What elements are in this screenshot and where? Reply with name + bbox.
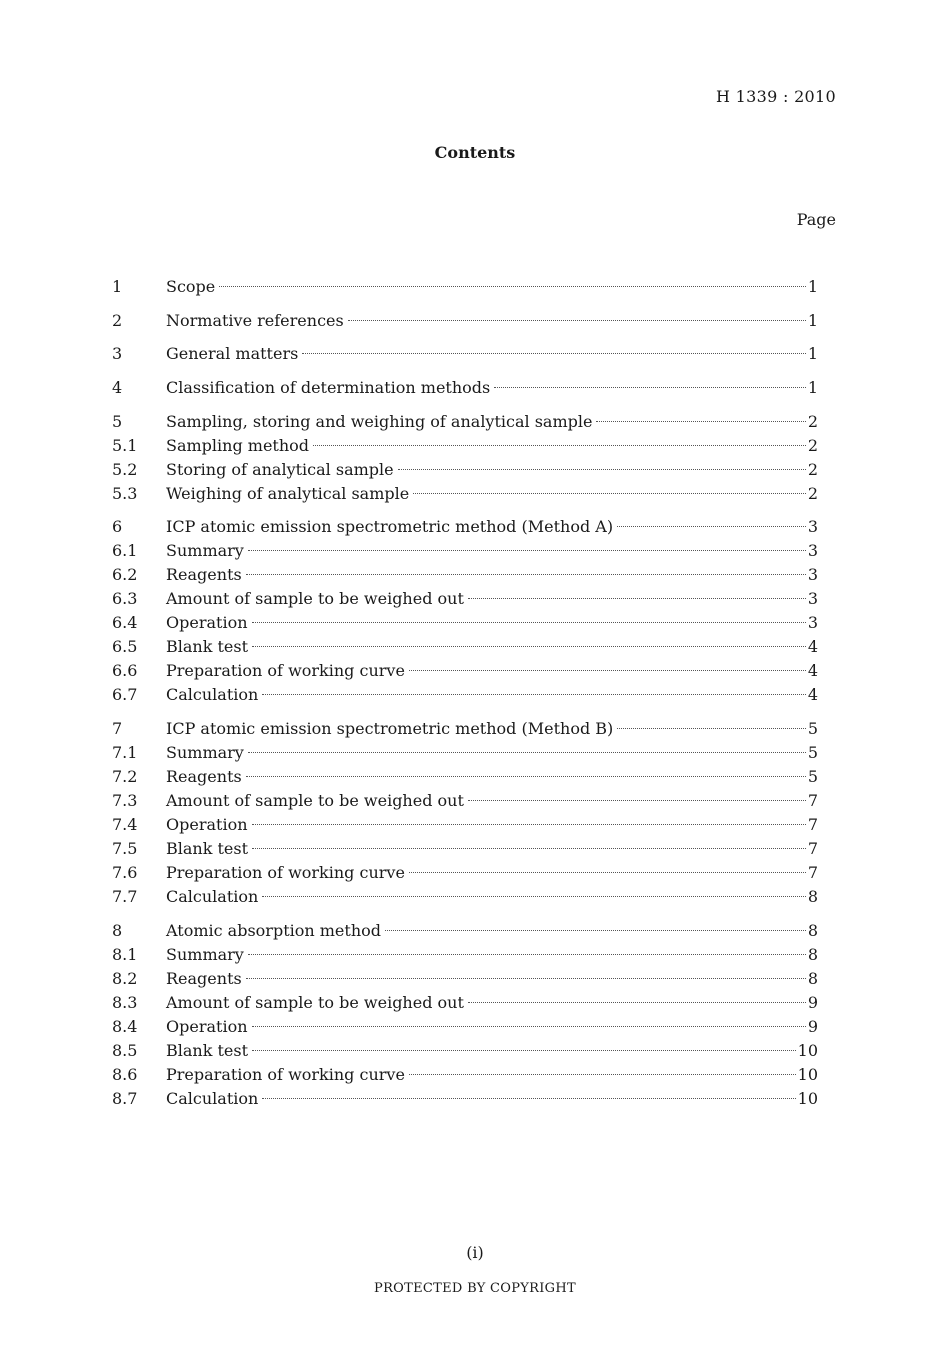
toc-dot-leader (313, 445, 806, 446)
toc-entry[interactable] (112, 921, 818, 945)
toc-entry-page: 1 (807, 277, 818, 296)
toc-entry-title: Amount of sample to be weighed out (166, 992, 464, 1012)
toc-dot-leader (252, 622, 806, 623)
toc-section-group (112, 277, 818, 301)
toc-entry-number: 8.5 (112, 1040, 138, 1060)
toc-dot-leader (252, 848, 806, 849)
toc-entry-number: 7.4 (112, 815, 138, 835)
toc-entry[interactable] (112, 815, 818, 839)
toc-entry-title: ICP atomic emission spectrometric method (Method B) (166, 719, 614, 739)
toc-dot-leader (385, 930, 806, 931)
toc-entry-title: Operation (166, 613, 248, 633)
document-id: H 1339 : 2010 (716, 87, 836, 106)
toc-entry-title: Preparation of working curve (166, 1064, 405, 1084)
toc-dot-leader (252, 1050, 796, 1051)
toc-entry-page: 7 (807, 791, 818, 811)
toc-entry-title: Reagents (166, 767, 242, 787)
toc-dot-leader (398, 469, 806, 470)
toc-entry-number: 8 (112, 920, 123, 940)
toc-entry-page: 2 (807, 411, 818, 431)
toc-entry[interactable] (112, 613, 818, 637)
toc-entry-number: 7.7 (112, 887, 138, 907)
toc-dot-leader (252, 646, 806, 647)
toc-dot-leader (302, 353, 806, 354)
toc-entry-page: 2 (807, 435, 818, 455)
toc-entry-number: 5 (112, 411, 123, 431)
toc-entry[interactable] (112, 661, 818, 685)
toc-entry-title: Atomic absorption method (166, 920, 382, 940)
toc-entry-title: Reagents (166, 565, 242, 585)
toc-entry-page: 5 (807, 767, 818, 787)
toc-entry-page: 3 (807, 589, 818, 609)
toc-entry[interactable] (112, 378, 818, 402)
toc-entry-number: 7.2 (112, 767, 138, 787)
toc-entry-number: 7 (112, 719, 123, 739)
toc-entry-page: 2 (807, 459, 818, 479)
toc-entry-title: Normative references (166, 310, 344, 330)
toc-entry-page: 4 (807, 637, 818, 657)
toc-entry-page: 7 (807, 815, 818, 835)
toc-entry-number: 6.2 (112, 565, 138, 585)
toc-entry-title: Reagents (166, 968, 242, 988)
toc-entry[interactable] (112, 1065, 818, 1089)
toc-entry-title: Summary (166, 944, 244, 964)
toc-entry-page: 4 (807, 685, 818, 705)
toc-dot-leader (219, 286, 806, 287)
toc-entry[interactable] (112, 277, 818, 301)
toc-entry-page: 5 (807, 719, 818, 739)
toc-entry-page: 3 (807, 565, 818, 585)
toc-entry-page: 7 (807, 839, 818, 859)
toc-section-group (112, 412, 818, 508)
footer-copyright: PROTECTED BY COPYRIGHT (374, 1281, 576, 1296)
toc-entry-page: 4 (807, 661, 818, 681)
toc-entry-number: 6.4 (112, 613, 138, 633)
toc-entry-title: Weighing of analytical sample (166, 483, 410, 503)
toc-entry-number: 8.2 (112, 968, 138, 988)
toc-entry-number: 6.7 (112, 685, 138, 705)
toc-entry[interactable] (112, 412, 818, 436)
footer-page-number: (i) (466, 1243, 484, 1262)
toc-entry-number: 4 (112, 378, 123, 398)
toc-entry[interactable] (112, 1089, 818, 1113)
toc-entry-page: 8 (807, 920, 818, 940)
toc-entry-number: 7.6 (112, 863, 138, 883)
toc-entry-title: Amount of sample to be weighed out (166, 791, 464, 811)
toc-entry-number: 6.3 (112, 589, 138, 609)
toc-entry-page: 2 (807, 483, 818, 503)
toc-entry[interactable] (112, 993, 818, 1017)
toc-dot-leader (617, 526, 806, 527)
page-title: Contents (434, 143, 516, 162)
toc-entry[interactable] (112, 311, 818, 335)
toc-entry-number: 8.6 (112, 1064, 138, 1084)
toc-entry-number: 6.6 (112, 661, 138, 681)
toc-entry-page: 8 (807, 968, 818, 988)
toc-entry-page: 8 (807, 944, 818, 964)
toc-entry[interactable] (112, 460, 818, 484)
toc-dot-leader (262, 1098, 795, 1099)
toc-entry[interactable] (112, 484, 818, 508)
toc-entry-page: 3 (807, 541, 818, 561)
page-column-label: Page (796, 210, 836, 229)
toc-entry-number: 8.3 (112, 992, 138, 1012)
toc-dot-leader (348, 320, 806, 321)
toc-dot-leader (248, 550, 806, 551)
toc-entry-number: 5.2 (112, 459, 138, 479)
toc-dot-leader (494, 387, 806, 388)
toc-entry-number: 8.4 (112, 1016, 138, 1036)
toc-section-group (112, 921, 818, 1113)
toc-entry-title: Calculation (166, 1088, 259, 1108)
toc-entry-title: Scope (166, 277, 216, 296)
toc-dot-leader (409, 670, 806, 671)
toc-dot-leader (468, 800, 806, 801)
toc-entry-number: 5.3 (112, 483, 138, 503)
toc-entry-title: Calculation (166, 887, 259, 907)
toc-entry-page: 10 (797, 1040, 818, 1060)
toc-dot-leader (246, 776, 806, 777)
toc-entry[interactable] (112, 1017, 818, 1041)
toc-entry-number: 7.1 (112, 743, 138, 763)
toc-entry-title: Preparation of working curve (166, 863, 405, 883)
toc-entry[interactable] (112, 685, 818, 709)
toc-dot-leader (468, 1002, 806, 1003)
toc-dot-leader (413, 493, 806, 494)
toc-dot-leader (262, 896, 806, 897)
toc-entry[interactable] (112, 863, 818, 887)
toc-entry[interactable] (112, 589, 818, 613)
toc-entry-page: 5 (807, 743, 818, 763)
toc-entry-page: 3 (807, 517, 818, 537)
toc-entry-number: 5.1 (112, 435, 138, 455)
toc-entry[interactable] (112, 887, 818, 911)
toc-entry-title: Sampling method (166, 435, 310, 455)
toc-entry[interactable] (112, 436, 818, 460)
toc-dot-leader (252, 824, 806, 825)
toc-entry-number: 7.3 (112, 791, 138, 811)
toc-section-group (112, 378, 818, 402)
toc-entry-number: 3 (112, 344, 123, 364)
toc-entry[interactable] (112, 344, 818, 368)
toc-dot-leader (252, 1026, 806, 1027)
toc-entry-page: 1 (807, 310, 818, 330)
toc-entry[interactable] (112, 969, 818, 993)
toc-entry-title: General matters (166, 344, 299, 364)
toc-entry[interactable] (112, 719, 818, 743)
toc-dot-leader (248, 954, 806, 955)
toc-entry-number: 6.1 (112, 541, 138, 561)
toc-dot-leader (409, 872, 806, 873)
toc-entry[interactable] (112, 637, 818, 661)
toc-entry[interactable] (112, 839, 818, 863)
toc-entry-page: 9 (807, 992, 818, 1012)
toc-section-group (112, 344, 818, 368)
toc-entry-title: Sampling, storing and weighing of analytical sample (166, 411, 593, 431)
toc-dot-leader (262, 694, 806, 695)
toc-entry-title: Summary (166, 541, 244, 561)
toc-entry[interactable] (112, 945, 818, 969)
toc-entry-title: Summary (166, 743, 244, 763)
toc-entry-number: 2 (112, 310, 123, 330)
toc-entry-page: 1 (807, 378, 818, 398)
toc-entry-title: Blank test (166, 637, 249, 657)
toc-dot-leader (246, 978, 806, 979)
toc-entry-page: 9 (807, 1016, 818, 1036)
toc-entry-number: 8.1 (112, 944, 138, 964)
toc-entry-title: Preparation of working curve (166, 661, 405, 681)
toc-dot-leader (246, 574, 806, 575)
table-of-contents (112, 277, 818, 1123)
toc-entry-title: Calculation (166, 685, 259, 705)
toc-entry-page: 3 (807, 613, 818, 633)
toc-entry-number: 6.5 (112, 637, 138, 657)
toc-entry-page: 10 (797, 1064, 818, 1084)
toc-entry-title: Operation (166, 1016, 248, 1036)
toc-entry[interactable] (112, 517, 818, 541)
toc-entry[interactable] (112, 565, 818, 589)
toc-entry-number: 8.7 (112, 1088, 138, 1108)
toc-section-group (112, 719, 818, 911)
toc-entry-number: 6 (112, 517, 123, 537)
toc-entry-page: 1 (807, 344, 818, 364)
toc-entry[interactable] (112, 767, 818, 791)
toc-entry-page: 7 (807, 863, 818, 883)
toc-entry-title: Operation (166, 815, 248, 835)
toc-entry[interactable] (112, 743, 818, 767)
toc-entry[interactable] (112, 1041, 818, 1065)
toc-entry-title: Storing of analytical sample (166, 459, 394, 479)
toc-dot-leader (596, 421, 805, 422)
toc-entry-title: Blank test (166, 1040, 249, 1060)
toc-entry-title: Amount of sample to be weighed out (166, 589, 464, 609)
toc-section-group (112, 311, 818, 335)
toc-entry[interactable] (112, 791, 818, 815)
toc-entry-page: 8 (807, 887, 818, 907)
toc-entry[interactable] (112, 541, 818, 565)
toc-dot-leader (409, 1074, 796, 1075)
toc-entry-title: Classification of determination methods (166, 378, 491, 398)
toc-entry-number: 7.5 (112, 839, 138, 859)
toc-section-group (112, 517, 818, 709)
toc-entry-title: ICP atomic emission spectrometric method (Method A) (166, 517, 614, 537)
toc-dot-leader (248, 752, 806, 753)
toc-entry-page: 10 (797, 1088, 818, 1108)
toc-dot-leader (617, 728, 806, 729)
toc-entry-number: 1 (112, 277, 123, 296)
toc-dot-leader (468, 598, 806, 599)
toc-entry-title: Blank test (166, 839, 249, 859)
